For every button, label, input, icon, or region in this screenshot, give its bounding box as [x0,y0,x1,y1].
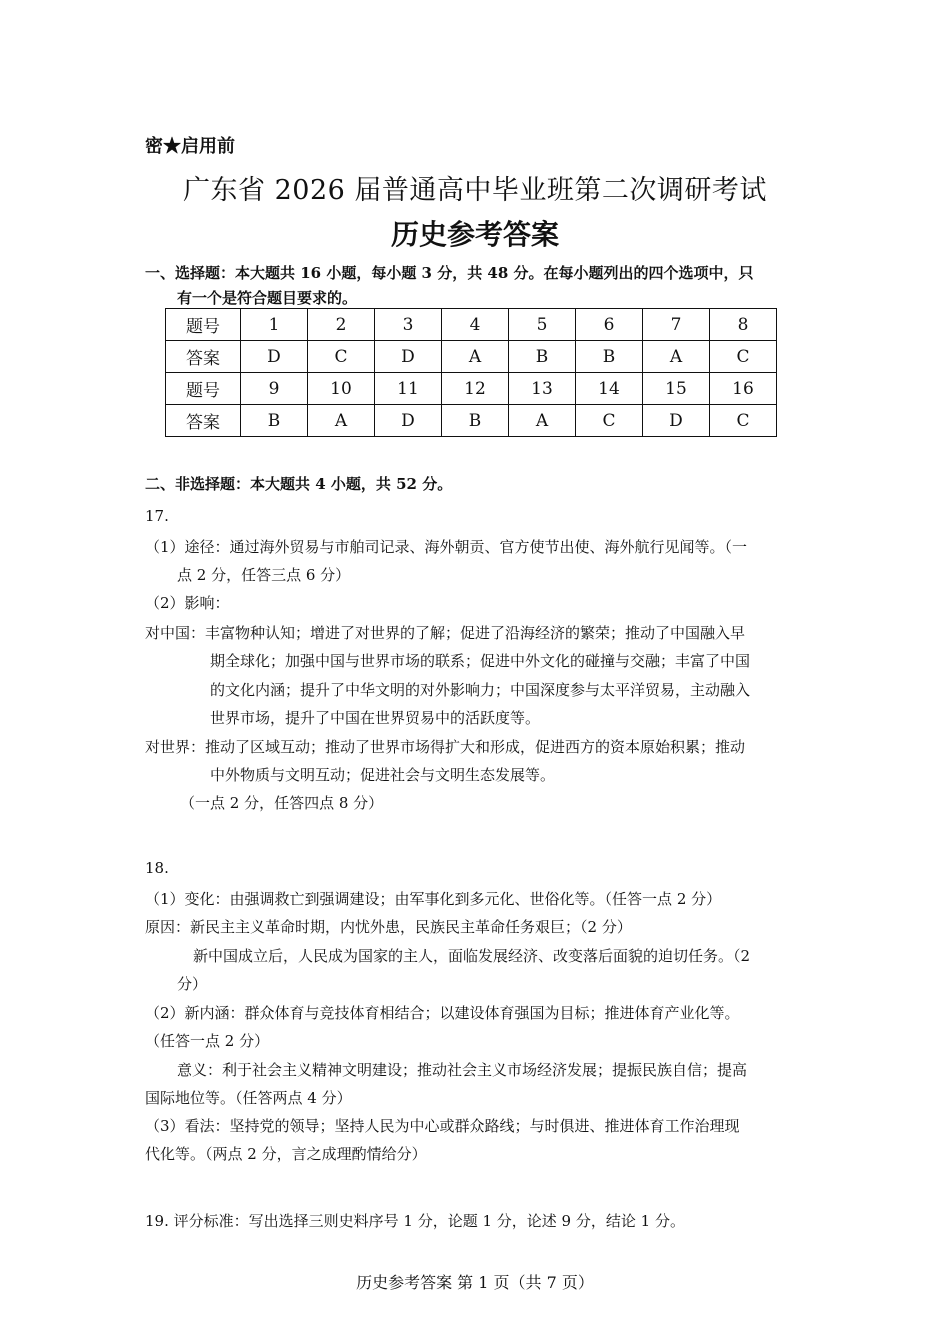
answer-cell: D [375,341,442,373]
answer-cell: C [710,405,777,437]
answer-label: 答案 [166,405,241,437]
question-label: 题号 [166,309,241,341]
question-number: 3 [375,309,442,341]
table-row [166,341,777,373]
question-number: 6 [576,309,643,341]
answer-cell: D [375,405,442,437]
q17-line: 的文化内涵；提升了中华文明的对外影响力；中国深度参与太平洋贸易，主动融入 [210,681,751,699]
answer-cell: D [241,341,308,373]
q18-line: 国际地位等。（任答两点 4 分） [145,1089,352,1107]
question-number: 16 [710,373,777,405]
q17-line: （一点 2 分，任答四点 8 分） [180,794,384,812]
q18-line: 代化等。（两点 2 分，言之成理酌情给分） [145,1145,427,1163]
q17-line: 对世界：推动了区域互动；推动了世界市场得扩大和形成，促进西方的资本原始积累；推动 [145,738,746,756]
question-number: 14 [576,373,643,405]
q19-line: 19. 评分标准：写出选择三则史料序号 1 分，论题 1 分，论述 9 分，结论 1 分。 [145,1212,685,1230]
page-footer: 历史参考答案 第 1 页（共 7 页） [356,1273,594,1292]
section1-heading-line2: 有一个是符合题目要求的。 [177,289,358,307]
question-number: 8 [710,309,777,341]
q18-line: （3）看法：坚持党的领导；坚持人民为中心或群众路线；与时俱进、推进体育工作治理现 [145,1117,740,1135]
question-label: 题号 [166,373,241,405]
answer-cell: A [308,405,375,437]
q17-line: 期全球化；加强中国与世界市场的联系；促进中外文化的碰撞与交融；丰富了中国 [210,652,751,670]
answer-table [165,308,777,437]
question-number: 5 [509,309,576,341]
answer-cell: B [576,341,643,373]
question-number: 1 [241,309,308,341]
question-number: 13 [509,373,576,405]
answer-label: 答案 [166,341,241,373]
q18-line: （任答一点 2 分） [145,1032,270,1050]
table-row [166,309,777,341]
q17-line: 中外物质与文明互动；促进社会与文明生态发展等。 [210,766,556,784]
table-row [166,405,777,437]
q17-line: （1）途径：通过海外贸易与市舶司记录、海外朝贡、官方使节出使、海外航行见闻等。（一 [145,538,748,556]
answer-cell: B [442,405,509,437]
question-number: 9 [241,373,308,405]
answer-cell: B [241,405,308,437]
question-number: 10 [308,373,375,405]
answer-cell: C [308,341,375,373]
question-number: 12 [442,373,509,405]
section1-heading-line1: 一、选择题：本大题共 16 小题，每小题 3 分，共 48 分。在每小题列出的四个选项中，只 [145,264,754,282]
confidential-mark: 密★启用前 [145,136,235,157]
question-number: 15 [643,373,710,405]
q18-line: 意义：利于社会主义精神文明建设；推动社会主义市场经济发展；提振民族自信；提高 [177,1061,748,1079]
q18-line: 新中国成立后，人民成为国家的主人，面临发展经济、改变落后面貌的迫切任务。（2 [193,947,751,965]
answer-cell: D [643,405,710,437]
question-number: 11 [375,373,442,405]
q18-number: 18. [145,859,169,877]
q18-line: 分） [177,975,208,993]
exam-title: 广东省 2026 届普通高中毕业班第二次调研考试 [183,175,767,206]
q17-line: 对中国：丰富物种认知；增进了对世界的了解；促进了沿海经济的繁荣；推动了中国融入早 [145,624,746,642]
answer-cell: A [509,405,576,437]
q17-line: 点 2 分，任答三点 6 分） [177,566,351,584]
answer-cell: C [710,341,777,373]
answer-cell: A [643,341,710,373]
table-row [166,373,777,405]
question-number: 7 [643,309,710,341]
q18-line: （1）变化：由强调救亡到强调建设；由军事化到多元化、世俗化等。（任答一点 2 分） [145,890,722,908]
q17-number: 17. [145,507,169,525]
q17-line: （2）影响： [145,594,230,612]
document-subtitle: 历史参考答案 [390,218,559,251]
answer-cell: C [576,405,643,437]
q18-line: （2）新内涵：群众体育与竞技体育相结合；以建设体育强国为目标；推进体育产业化等。 [145,1004,740,1022]
question-number: 4 [442,309,509,341]
answer-cell: B [509,341,576,373]
section2-heading: 二、非选择题：本大题共 4 小题，共 52 分。 [145,475,453,493]
q18-line: 原因：新民主主义革命时期，内忧外患，民族民主革命任务艰巨；（2 分） [145,918,632,936]
question-number: 2 [308,309,375,341]
q17-line: 世界市场，提升了中国在世界贸易中的活跃度等。 [210,709,541,727]
answer-cell: A [442,341,509,373]
